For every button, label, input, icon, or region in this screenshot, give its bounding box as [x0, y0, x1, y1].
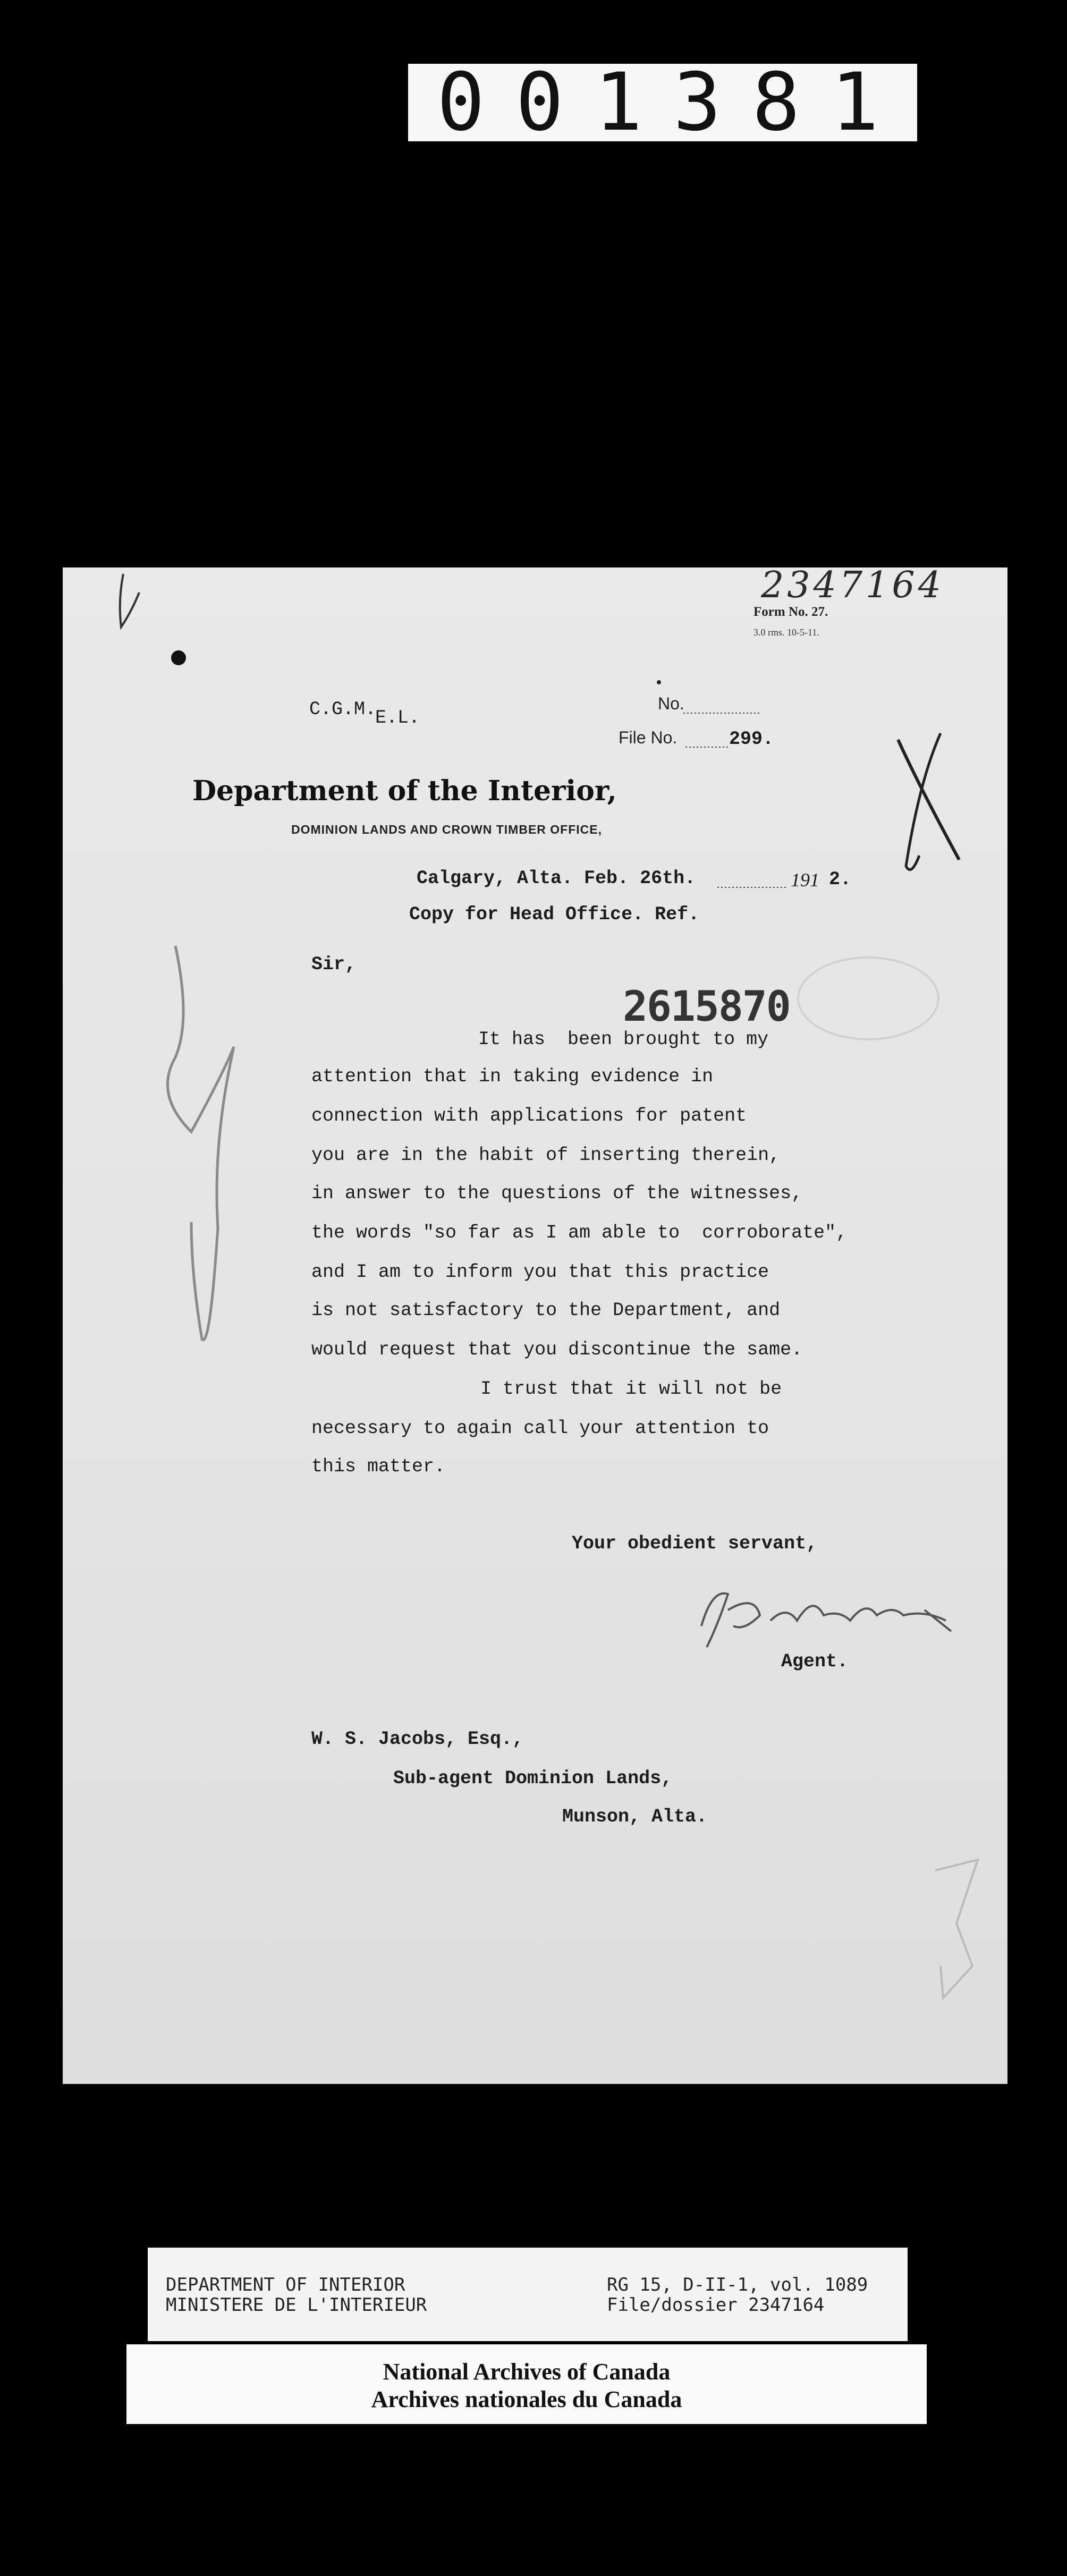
department-subtitle: DOMINION LANDS AND CROWN TIMBER OFFICE,	[291, 823, 603, 836]
pencil-scribble	[167, 946, 234, 1340]
department-title: Department of the Interior,	[192, 775, 617, 807]
body-line: necessary to again call your attention to	[311, 1418, 769, 1439]
body-line: would request that you discontinue the same.	[311, 1339, 803, 1360]
ink-dot	[171, 650, 186, 665]
received-stamp-oval	[797, 956, 939, 1040]
archives-name-fr: Archives nationales du Canada	[371, 2386, 682, 2412]
year-prefix: 191	[791, 869, 819, 891]
addressee-place: Munson, Alta.	[562, 1806, 708, 1827]
label-dept-en: DEPARTMENT OF INTERIOR	[166, 2274, 405, 2295]
small-dot	[657, 680, 661, 684]
agent-signature	[701, 1594, 951, 1647]
label-dept-fr: MINISTERE DE L'INTERIEUR	[166, 2294, 427, 2316]
body-line: and I am to inform you that this practice	[311, 1261, 769, 1283]
x-mark-stroke-2	[906, 733, 941, 870]
archive-reference-label	[148, 2248, 908, 2341]
file-no-label: File No.	[619, 728, 678, 747]
body-line: attention that in taking evidence in	[311, 1066, 714, 1087]
body-line: I trust that it will not be	[480, 1378, 782, 1400]
body-line: this matter.	[311, 1456, 446, 1477]
closing: Your obedient servant,	[572, 1533, 818, 1554]
corner-pen-mark	[120, 574, 139, 627]
form-number: Form No. 27.	[753, 605, 828, 619]
salutation: Sir,	[311, 954, 357, 975]
frame-number: 001381	[408, 64, 917, 141]
form-print-info: 3.0 rms. 10-5-11.	[753, 627, 819, 638]
received-stamp-number: 2615870	[623, 983, 790, 1031]
label-rg-volume: RG 15, D-II-1, vol. 1089	[607, 2274, 868, 2295]
paper-fold-edge	[935, 1860, 978, 1998]
initials-sub: E.L.	[375, 707, 420, 728]
label-file-dossier: File/dossier 2347164	[607, 2294, 825, 2316]
addressee-title: Sub-agent Dominion Lands,	[393, 1768, 673, 1789]
national-archives-banner	[126, 2344, 927, 2424]
handwritten-file-number: 2347164	[761, 564, 944, 606]
body-line: the words "so far as I am able to corroborate",	[311, 1222, 848, 1243]
body-line: you are in the habit of inserting therein,	[311, 1145, 781, 1166]
body-line: is not satisfactory to the Department, and	[311, 1300, 781, 1321]
addressee-name: W. S. Jacobs, Esq.,	[311, 1728, 524, 1750]
archives-name-en: National Archives of Canada	[383, 2359, 671, 2385]
body-line: in answer to the questions of the witnesses,	[311, 1183, 803, 1204]
copy-note: Copy for Head Office. Ref.	[409, 904, 700, 925]
x-mark-stroke-1	[898, 740, 959, 860]
year-suffix: 2.	[829, 869, 852, 890]
place-date: Calgary, Alta. Feb. 26th.	[417, 868, 696, 889]
signature-title: Agent.	[781, 1651, 849, 1672]
file-no-value: 299.	[729, 728, 774, 750]
initials: C.G.M.	[309, 699, 377, 720]
body-line: It has been brought to my	[478, 1029, 769, 1050]
body-line: connection with applications for patent	[311, 1105, 747, 1126]
no-label: No.	[658, 694, 684, 713]
